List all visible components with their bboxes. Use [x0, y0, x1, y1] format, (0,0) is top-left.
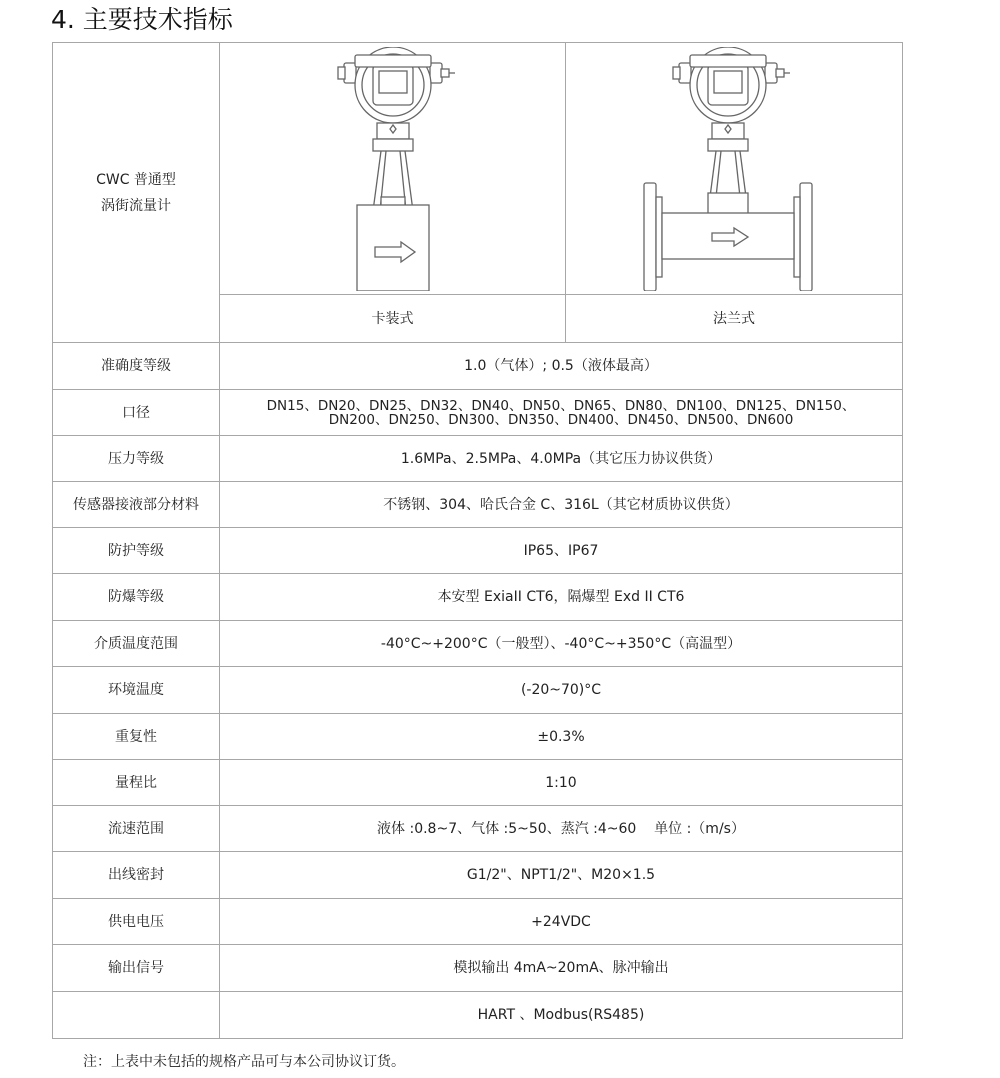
- spec-row-flow-velocity: [53, 806, 903, 852]
- row-value: G1/2"、NPT1/2"、M20×1.5: [220, 852, 903, 899]
- row-value: 模拟输出 4mA~20mA、脉冲输出: [220, 945, 903, 992]
- product-name-line1: CWC 普通型: [96, 171, 176, 188]
- row-value: (-20~70)°C: [220, 667, 903, 714]
- row-label: 输出信号: [53, 945, 220, 992]
- row-label: 防爆等级: [53, 574, 220, 621]
- row-label: 防护等级: [53, 528, 220, 574]
- row-label: 压力等级: [53, 436, 220, 482]
- spec-row-output-signal-protocols: [53, 992, 903, 1039]
- flange-type-flowmeter-illustration: [634, 47, 834, 291]
- row-value: HART 、Modbus(RS485): [220, 992, 903, 1039]
- spec-row-cable-seal: [53, 852, 903, 899]
- row-label: 口径: [53, 390, 220, 436]
- row-label: 流速范围: [53, 806, 220, 852]
- section-title: 4. 主要技术指标: [51, 5, 233, 34]
- spec-row-repeatability: [53, 714, 903, 760]
- row-value: 1.0（气体）; 0.5（液体最高）: [220, 343, 903, 390]
- row-value: [220, 390, 903, 436]
- row-label: 供电电压: [53, 899, 220, 945]
- row-value: IP65、IP67: [220, 528, 903, 574]
- spec-row-pressure: [53, 436, 903, 482]
- row-label: 准确度等级: [53, 343, 220, 390]
- spec-row-output-signal: [53, 945, 903, 992]
- diameter-line1: DN15、DN20、DN25、DN32、DN40、DN50、DN65、DN80、DN100、DN125、DN150、: [266, 397, 856, 414]
- row-value: 不锈钢、304、哈氏合金 C、316L（其它材质协议供货）: [220, 482, 903, 528]
- row-label: 介质温度范围: [53, 621, 220, 667]
- spec-row-accuracy: [53, 343, 903, 390]
- row-value: 1.6MPa、2.5MPa、4.0MPa（其它压力协议供货）: [220, 436, 903, 482]
- variant-flange-label: 法兰式: [566, 295, 903, 343]
- clamp-type-flowmeter-illustration: [293, 47, 493, 291]
- spec-row-diameter: [53, 390, 903, 436]
- row-label: 环境温度: [53, 667, 220, 714]
- spec-row-medium-temperature: [53, 621, 903, 667]
- spec-table: [52, 42, 903, 1039]
- variant-clamp-label: 卡装式: [220, 295, 566, 343]
- row-value: ±0.3%: [220, 714, 903, 760]
- spec-row-protection: [53, 528, 903, 574]
- product-name-cell: [53, 43, 220, 343]
- row-value: +24VDC: [220, 899, 903, 945]
- product-name-line2: 涡街流量计: [101, 197, 171, 214]
- spec-row-explosion-proof: [53, 574, 903, 621]
- row-label: 量程比: [53, 760, 220, 806]
- footnote: 注：上表中未包括的规格产品可与本公司协议订货。: [83, 1054, 405, 1070]
- row-value: -40°C~+200°C（一般型）、-40°C~+350°C（高温型）: [220, 621, 903, 667]
- row-label-empty: [53, 992, 220, 1039]
- row-value: 液体 :0.8~7、气体 :5~50、蒸汽 :4~60 单位 :（m/s）: [220, 806, 903, 852]
- clamp-type-image-cell: [220, 43, 566, 295]
- product-image-row: [53, 43, 903, 295]
- diameter-line2: DN200、DN250、DN300、DN350、DN400、DN450、DN500、DN600: [328, 411, 794, 428]
- spec-row-ambient-temperature: [53, 667, 903, 714]
- row-value: 1:10: [220, 760, 903, 806]
- row-label: 重复性: [53, 714, 220, 760]
- spec-row-material: [53, 482, 903, 528]
- spec-row-turndown: [53, 760, 903, 806]
- spec-row-power-supply: [53, 899, 903, 945]
- row-label: 出线密封: [53, 852, 220, 899]
- row-label: 传感器接液部分材料: [53, 482, 220, 528]
- flange-type-image-cell: [566, 43, 903, 295]
- row-value: 本安型 ExiaII CT6，隔爆型 Exd II CT6: [220, 574, 903, 621]
